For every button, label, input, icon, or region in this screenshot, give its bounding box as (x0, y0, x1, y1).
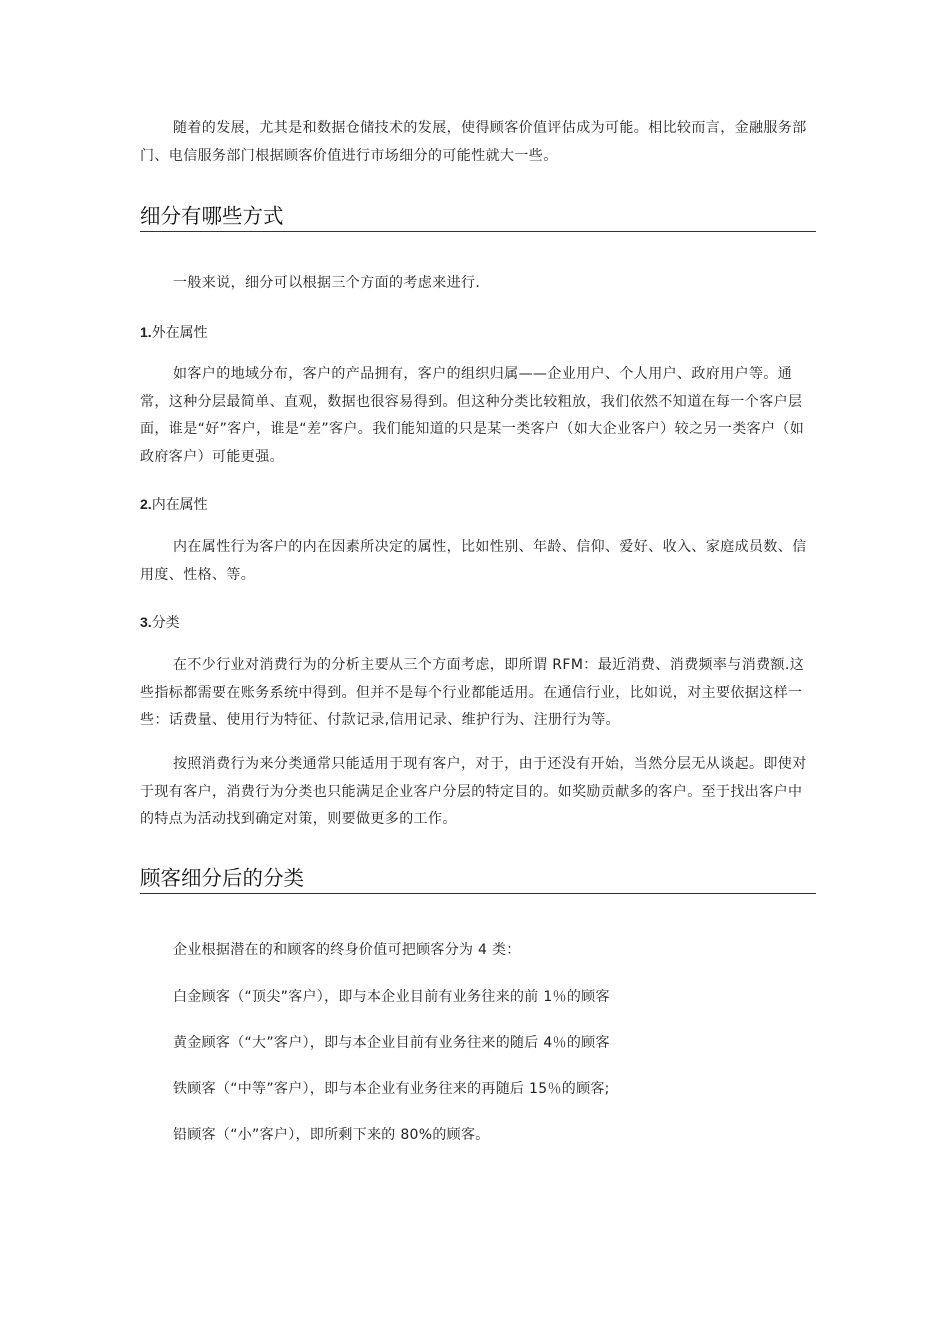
classification-paragraph-2: 按照消费行为来分类通常只能适用于现有客户，对于，由于还没有开始，当然分层无从谈起。即使对于现有客户，消费行为分类也只能满足企业客户分层的特定目的。如奖励贡献多的客户。至于找出客户中的特点为活动找到确定对策，则要做更多的工作。 (140, 756, 807, 827)
subheading-number: 2. (140, 496, 152, 512)
subheading-internal-attributes (140, 494, 208, 515)
section1-lead-paragraph: 一般来说，细分可以根据三个方面的考虑来进行. (173, 275, 481, 291)
intro-paragraph: 随着的发展，尤其是和数据仓储技术的发展，使得顾客价值评估成为可能。相比较而言，金融服务部门、电信服务部门根据顾客价值进行市场细分的可能性就大一些。 (140, 120, 807, 164)
subheading-title: 内在属性 (151, 497, 208, 513)
subheading-external-attributes (140, 322, 208, 343)
subheading-number: 1. (140, 324, 152, 340)
classification-paragraph-1: 在不少行业对消费行为的分析主要从三个方面考虑，即所谓 RFM：最近消费、消费频率与消费额.这些指标都需要在账务系统中得到。但并不是每个行业都能适用。在通信行业，比如说，对主要依据这样一些：话费量、使用行为特征、付款记录,信用记录、维护行为、注册行为等。 (140, 657, 805, 728)
section-heading-customer-categories: 顾客细分后的分类 (140, 864, 816, 894)
list-item-lead: 铅顾客（“小”客户），即所剩下来的 80%的顾客。 (173, 1127, 490, 1143)
section-heading-segmentation-methods: 细分有哪些方式 (140, 202, 816, 232)
list-item-gold: 黄金顾客（“大”客户），即与本企业目前有业务往来的随后 4％的顾客 (173, 1035, 610, 1051)
subheading-title: 外在属性 (151, 325, 208, 341)
subheading-title: 分类 (151, 615, 180, 631)
section2-lead-paragraph: 企业根据潜在的和顾客的终身价值可把顾客分为 4 类： (173, 942, 521, 958)
external-attributes-paragraph: 如客户的地域分布，客户的产品拥有，客户的组织归属——企业用户、个人用户、政府用户等。通常，这种分层最简单、直观，数据也很容易得到。但这种分类比较粗放，我们依然不知道在每一个客户层面，谁是“好”客户，谁是“差”客户。我们能知道的只是某一类客户（如大企业客户）较之另一类客户（如政府客户）可能更强。 (140, 366, 805, 465)
subheading-number: 3. (140, 614, 152, 630)
list-item-iron: 铁顾客（“中等”客户），即与本企业有业务往来的再随后 15％的顾客; (173, 1081, 610, 1097)
subheading-classification (140, 612, 180, 633)
internal-attributes-paragraph: 内在属性行为客户的内在因素所决定的属性，比如性别、年龄、信仰、爱好、收入、家庭成员数、信用度、性格、等。 (140, 539, 807, 583)
list-item-platinum: 白金顾客（“顶尖”客户），即与本企业目前有业务往来的前 1％的顾客 (173, 989, 610, 1005)
